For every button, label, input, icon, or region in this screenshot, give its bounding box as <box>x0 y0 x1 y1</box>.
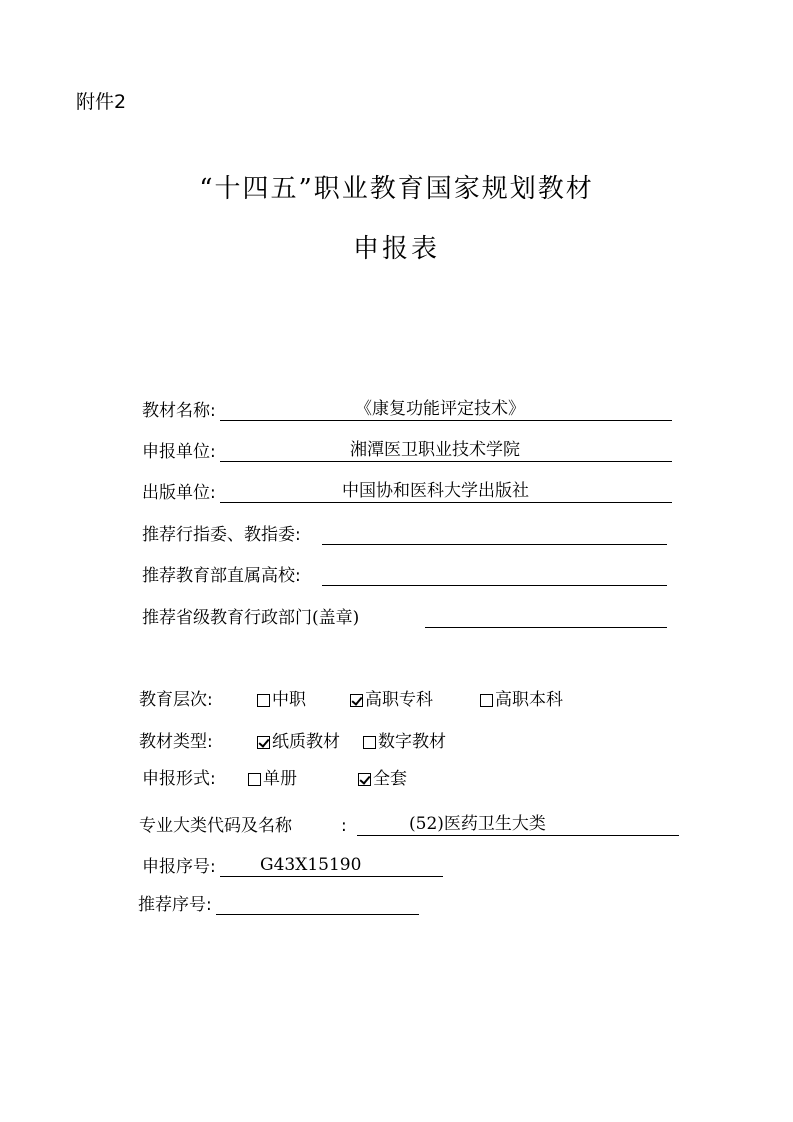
checkbox-gaozhi-zhuanke[interactable] <box>350 689 433 711</box>
checkbox-paper-textbook[interactable] <box>257 731 340 753</box>
checkbox-full-set-label: 全套 <box>373 769 407 789</box>
publisher-value: 中国协和医科大学出版社 <box>342 481 529 501</box>
recommend-no-field[interactable] <box>216 892 419 915</box>
checked-checkbox-icon <box>350 694 363 707</box>
checkbox-icon <box>363 736 376 749</box>
textbook-type-label: 教材类型: <box>139 732 213 752</box>
checkbox-paper-textbook-label: 纸质教材 <box>272 732 340 752</box>
checkbox-single-volume-label: 单册 <box>263 769 297 789</box>
checkbox-gaozhi-zhuanke-label: 高职专科 <box>365 690 433 710</box>
recommend-province-label: 推荐省级教育行政部门(盖章) <box>142 608 360 628</box>
page-title: “十四五”职业教育国家规划教材 <box>199 174 594 204</box>
page-subtitle: 申报表 <box>352 234 440 264</box>
checked-checkbox-icon <box>257 736 270 749</box>
checkbox-digital-textbook-label: 数字教材 <box>378 732 446 752</box>
checkbox-digital-textbook[interactable] <box>363 731 446 753</box>
applicant-unit-label: 申报单位: <box>142 442 216 462</box>
attachment-label: 附件2 <box>76 91 127 113</box>
recommend-province-field[interactable] <box>425 605 667 628</box>
checkbox-gaozhi-benke-label: 高职本科 <box>495 690 563 710</box>
recommend-university-label: 推荐教育部直属高校: <box>142 566 301 586</box>
major-category-colon: : <box>341 816 347 836</box>
major-category-value: (52)医药卫生大类 <box>409 814 546 834</box>
checkbox-single-volume[interactable] <box>248 768 297 790</box>
major-category-field[interactable] <box>357 813 679 836</box>
recommend-university-field[interactable] <box>322 563 667 586</box>
checkbox-zhongzhi-label: 中职 <box>272 690 306 710</box>
checkbox-zhongzhi[interactable] <box>257 689 306 711</box>
recommend-no-label: 推荐序号: <box>138 895 212 915</box>
publisher-label: 出版单位: <box>142 483 216 503</box>
checkbox-icon <box>248 773 261 786</box>
checkbox-full-set[interactable] <box>358 768 407 790</box>
major-category-label: 专业大类代码及名称 <box>139 816 292 836</box>
publisher-field[interactable] <box>220 480 672 503</box>
education-level-label: 教育层次: <box>139 690 213 710</box>
checkbox-icon <box>257 694 270 707</box>
textbook-name-field[interactable] <box>220 398 672 421</box>
application-no-field[interactable] <box>220 854 443 877</box>
recommend-committee-label: 推荐行指委、教指委: <box>142 525 301 545</box>
application-no-value: G43X15190 <box>260 855 362 875</box>
textbook-name-label: 教材名称: <box>142 401 216 421</box>
application-form-label: 申报形式: <box>142 769 216 789</box>
applicant-unit-field[interactable] <box>220 439 672 462</box>
checkbox-gaozhi-benke[interactable] <box>480 689 563 711</box>
checked-checkbox-icon <box>358 773 371 786</box>
recommend-committee-field[interactable] <box>322 522 667 545</box>
textbook-name-value: 《康复功能评定技术》 <box>355 399 525 419</box>
application-no-label: 申报序号: <box>142 857 216 877</box>
applicant-unit-value: 湘潭医卫职业技术学院 <box>350 440 520 460</box>
checkbox-icon <box>480 694 493 707</box>
